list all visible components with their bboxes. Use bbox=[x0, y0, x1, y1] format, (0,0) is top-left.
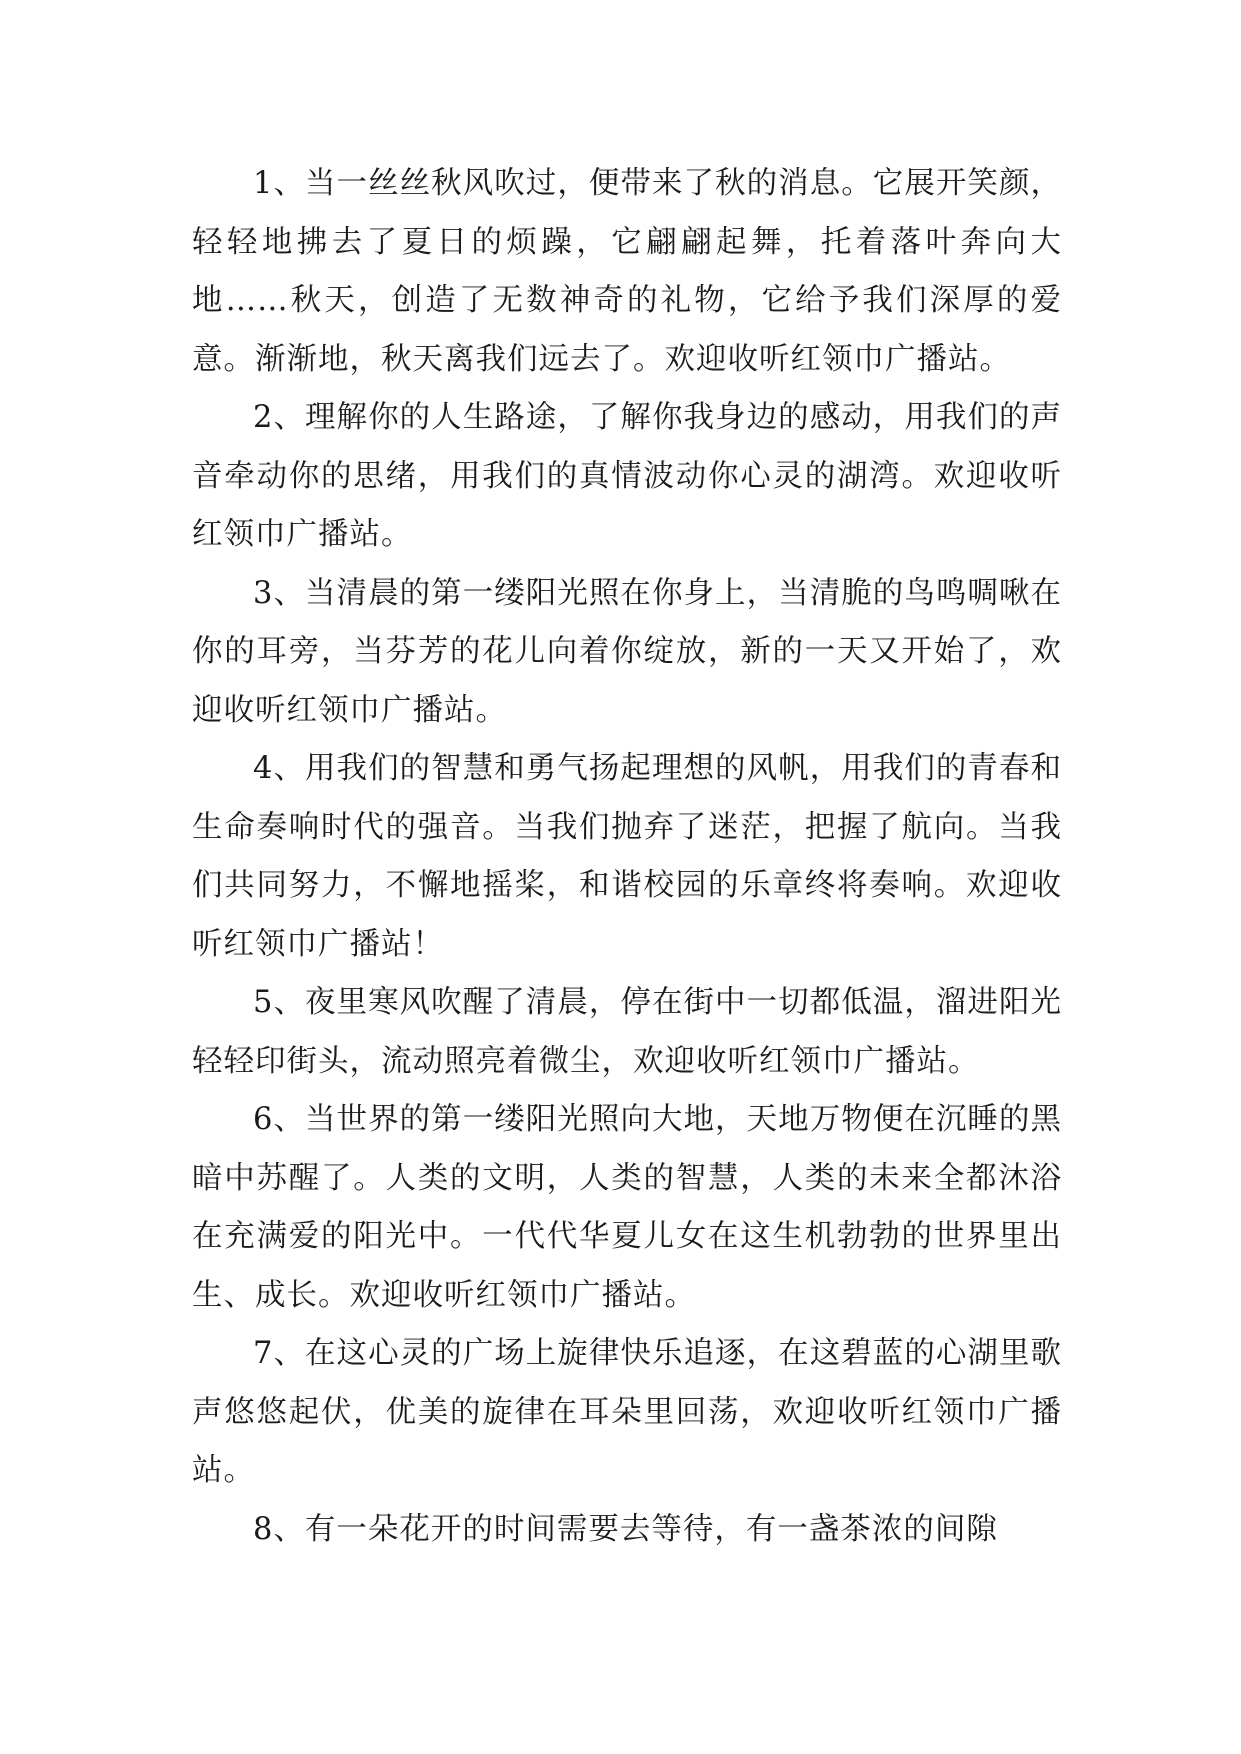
paragraph-5: 5、夜里寒风吹醒了清晨，停在街中一切都低温，溜进阳光轻轻印街头，流动照亮着微尘，欢迎收听红领巾广播站。 bbox=[192, 985, 1062, 1079]
paragraph-3: 3、当清晨的第一缕阳光照在你身上，当清脆的鸟鸣啁啾在你的耳旁，当芬芳的花儿向着你绽放，新的一天又开始了，欢迎收听红领巾广播站。 bbox=[192, 575, 1062, 728]
document-body bbox=[192, 155, 1062, 1559]
paragraph-2: 2、理解你的人生路途，了解你我身边的感动，用我们的声音牵动你的思绪，用我们的真情波动你心灵的湖湾。欢迎收听红领巾广播站。 bbox=[192, 400, 1062, 552]
paragraph-7: 7、在这心灵的广场上旋律快乐追逐，在这碧蓝的心湖里歌声悠悠起伏，优美的旋律在耳朵里回荡，欢迎收听红领巾广播站。 bbox=[192, 1336, 1062, 1488]
paragraph-6: 6、当世界的第一缕阳光照向大地，天地万物便在沉睡的黑暗中苏醒了。人类的文明，人类的智慧，人类的未来全都沐浴在充满爱的阳光中。一代代华夏儿女在这生机勃勃的世界里出生、成长。欢迎收听红领巾广播站。 bbox=[192, 1102, 1062, 1313]
paragraph-8: 8、有一朵花开的时间需要去等待，有一盏茶浓的间隙 bbox=[253, 1511, 998, 1547]
paragraph-1: 1、当一丝丝秋风吹过，便带来了秋的消息。它展开笑颜，轻轻地拂去了夏日的烦躁，它翩翩起舞，托着落叶奔向大地……秋天，创造了无数神奇的礼物，它给予我们深厚的爱意。渐渐地，秋天离我们远去了。欢迎收听红领巾广播站。 bbox=[192, 166, 1062, 377]
paragraph-4: 4、用我们的智慧和勇气扬起理想的风帆，用我们的青春和生命奏响时代的强音。当我们抛弃了迷茫，把握了航向。当我们共同努力，不懈地摇桨，和谐校园的乐章终将奏响。欢迎收听红领巾广播站！ bbox=[192, 751, 1062, 962]
